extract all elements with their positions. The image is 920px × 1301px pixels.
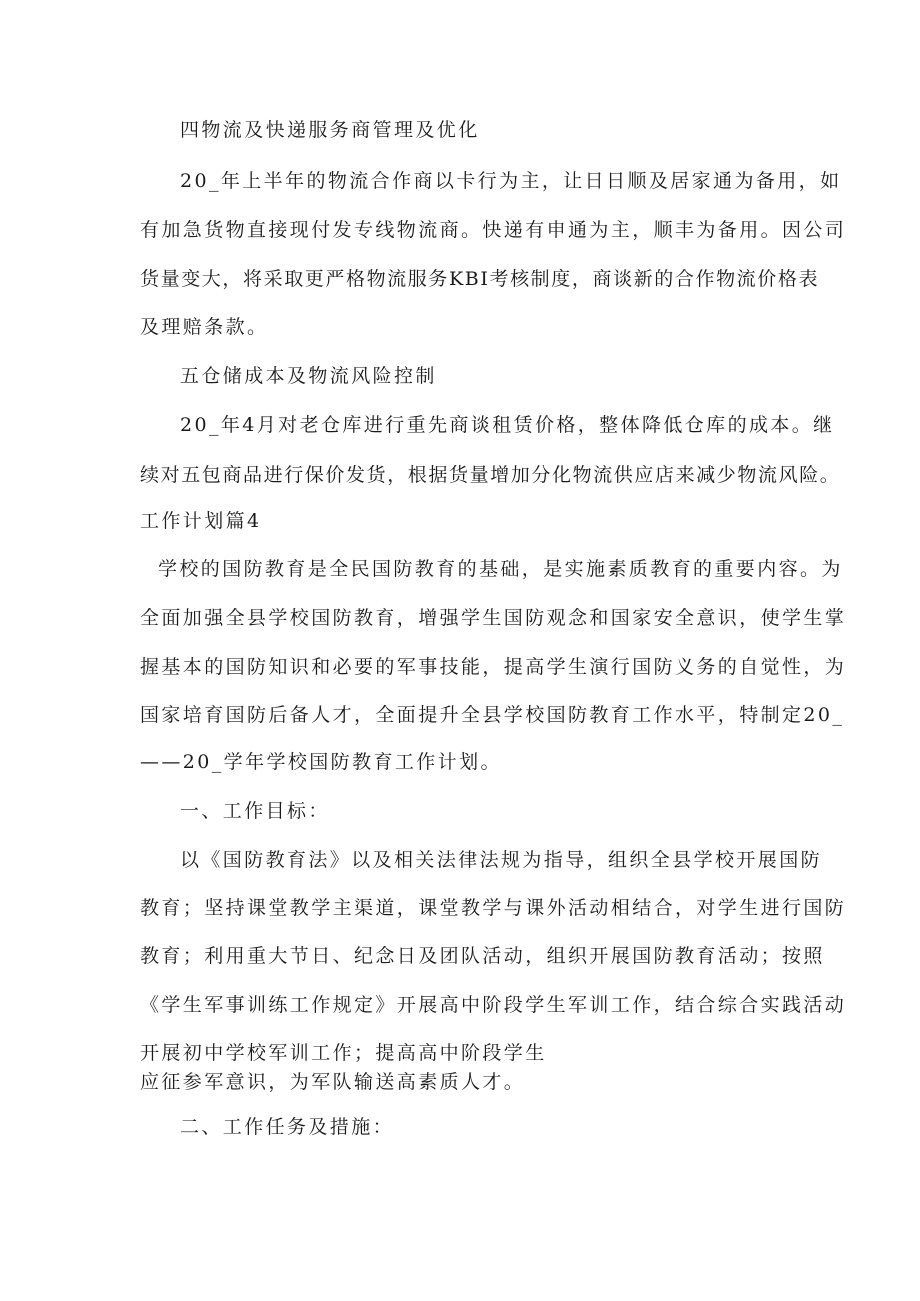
paragraph-line: 学校的国防教育是全民国防教育的基础，是实施素质教育的重要内容。为: [158, 558, 843, 580]
paragraph-line: 及理赔条款。: [140, 316, 269, 338]
paragraph-line: 续对五包商品进行保价发货，根据货量增加分化物流供应店来减少物流风险。: [140, 464, 841, 486]
section-heading-warehouse: 五仓储成本及物流风险控制: [180, 365, 437, 387]
paragraph-line: 以《国防教育法》以及相关法律法规为指导，组织全县学校开展国防: [180, 849, 823, 871]
paragraph-line: 有加急货物直接现付发专线物流商。快递有申通为主，顺丰为备用。因公司: [140, 219, 847, 241]
paragraph-line: 应征参军意识，为军队输送高素质人才。: [140, 1071, 526, 1093]
paragraph-line: 教育；坚持课堂教学主渠道，课堂教学与课外活动相结合，对学生进行国防: [140, 897, 847, 919]
section-heading-tasks: 二、工作任务及措施：: [180, 1116, 395, 1138]
paragraph-line: ——20_学年学校国防教育工作计划。: [140, 751, 502, 773]
paragraph-line: 20_年4月对老仓库进行重先商谈租赁价格，整体降低仓库的成本。继: [180, 414, 835, 436]
paragraph-line: 货量变大，将采取更严格物流服务KBI考核制度，商谈新的合作物流价格表: [140, 268, 820, 290]
section-heading-logistics: 四物流及快递服务商管理及优化: [180, 119, 480, 141]
paragraph-line: 握基本的国防知识和必要的军事技能，提高学生演行国防义务的自觉性，为: [140, 656, 847, 678]
paragraph-line: 全面加强全县学校国防教育，增强学生国防观念和国家安全意识，使学生掌: [140, 607, 847, 629]
section-heading-goals: 一、工作目标：: [180, 800, 330, 822]
paragraph-line: 《学生军事训练工作规定》开展高中阶段学生军训工作，结合综合实践活动: [140, 994, 847, 1016]
paragraph-line: 20_年上半年的物流合作商以卡行为主，让日日顺及居家通为备用，如: [180, 170, 842, 192]
paragraph-line: 教育；利用重大节日、纪念日及团队活动，组织开展国防教育活动；按照: [140, 945, 825, 967]
paragraph-line: 国家培育国防后备人才，全面提升全县学校国防教育工作水平，特制定20_: [140, 704, 845, 726]
paragraph-line: 开展初中学校军训工作；提高高中阶段学生: [140, 1042, 547, 1064]
plan-title: 工作计划篇4: [140, 510, 262, 532]
